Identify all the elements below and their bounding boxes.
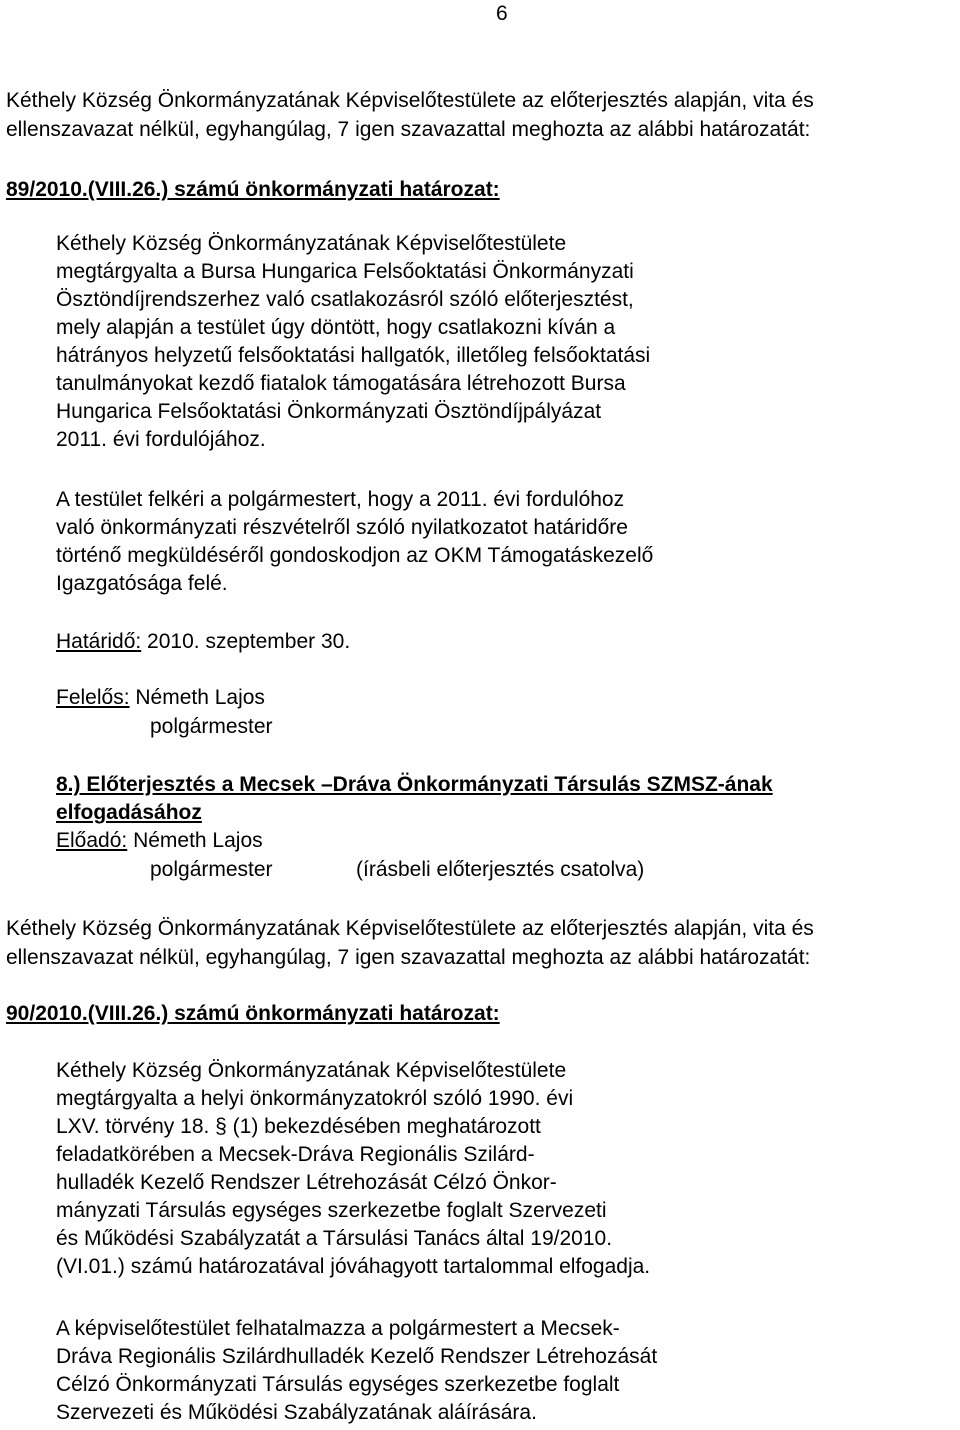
intro-line: Kéthely Község Önkormányzatának Képviselőtestülete az előterjesztés alapján, vita és xyxy=(6,917,814,940)
body-line: Hungarica Felsőoktatási Önkormányzati Ösztöndíjpályázat xyxy=(56,400,602,423)
page-number: 6 xyxy=(496,2,508,25)
deadline-value: 2010. szeptember 30. xyxy=(141,630,351,653)
intro-line: ellenszavazat nélkül, egyhangúlag, 7 igen szavazattal meghozta az alábbi határozatát: xyxy=(6,946,811,969)
request-line: A testület felkéri a polgármestert, hogy a 2011. évi fordulóhoz xyxy=(56,488,625,511)
responsible-row xyxy=(56,684,265,712)
responsible-label: Felelős: xyxy=(56,686,130,709)
request-line: Igazgatósága felé. xyxy=(56,572,228,595)
responsible-name: Németh Lajos xyxy=(129,686,265,709)
presenter-name: Németh Lajos xyxy=(127,829,263,852)
resolution-89-body xyxy=(56,230,650,454)
decision-1-intro xyxy=(6,86,954,144)
authorization-line: Dráva Regionális Szilárdhulladék Kezelő Rendszer Létrehozását xyxy=(56,1345,658,1368)
resolution-89-title: 89/2010.(VIII.26.) számú önkormányzati határozat: xyxy=(6,178,500,201)
presenter-label: Előadó: xyxy=(56,829,128,852)
deadline-row xyxy=(56,628,350,656)
intro-line: Kéthely Község Önkormányzatának Képviselőtestülete az előterjesztés alapján, vita és xyxy=(6,89,814,112)
authorization-line: A képviselőtestület felhatalmazza a polgármestert a Mecsek- xyxy=(56,1317,620,1340)
resolution-90-body xyxy=(56,1057,650,1281)
body-line: hátrányos helyzetű felsőoktatási hallgatók, illetőleg felsőoktatási xyxy=(56,344,651,367)
responsible-role: polgármester xyxy=(150,715,273,738)
deadline-label: Határidő: xyxy=(56,630,142,653)
agenda-title-line: elfogadásához xyxy=(56,801,202,824)
authorization-line: Szervezeti és Működési Szabályzatának aláírására. xyxy=(56,1401,537,1424)
authorization-line: Célzó Önkormányzati Társulás egységes szerkezetbe foglalt xyxy=(56,1373,620,1396)
decision-2-intro xyxy=(6,914,954,972)
body-line: megtárgyalta a helyi önkormányzatokról szóló 1990. évi xyxy=(56,1087,574,1110)
request-line: való önkormányzati részvételről szóló nyilatkozatot határidőre xyxy=(56,516,628,539)
body-line: Kéthely Község Önkormányzatának Képviselőtestülete xyxy=(56,232,567,255)
body-line: mányzati Társulás egységes szerkezetbe foglalt Szervezeti xyxy=(56,1199,607,1222)
resolution-90-title: 90/2010.(VIII.26.) számú önkormányzati határozat: xyxy=(6,1002,500,1025)
body-line: (VI.01.) számú határozatával jóváhagyott tartalommal elfogadja. xyxy=(56,1255,651,1278)
agenda-title-line: 8.) Előterjesztés a Mecsek –Dráva Önkormányzati Társulás SZMSZ-ának xyxy=(56,773,773,796)
body-line: és Működési Szabályzatát a Társulási Tanács által 19/2010. xyxy=(56,1227,613,1250)
body-line: Ösztöndíjrendszerhez való csatlakozásról szóló előterjesztést, xyxy=(56,288,634,311)
body-line: LXV. törvény 18. § (1) bekezdésében meghatározott xyxy=(56,1115,541,1138)
presenter-row xyxy=(56,827,263,855)
resolution-89-request xyxy=(56,486,653,598)
body-line: 2011. évi fordulójához. xyxy=(56,428,266,451)
intro-line: ellenszavazat nélkül, egyhangúlag, 7 igen szavazattal meghozta az alábbi határozatát: xyxy=(6,118,811,141)
presenter-note: (írásbeli előterjesztés csatolva) xyxy=(356,858,645,881)
resolution-90-authorization xyxy=(56,1315,657,1427)
body-line: megtárgyalta a Bursa Hungarica Felsőoktatási Önkormányzati xyxy=(56,260,634,283)
body-line: feladatkörében a Mecsek-Dráva Regionális Szilárd- xyxy=(56,1143,535,1166)
body-line: hulladék Kezelő Rendszer Létrehozását Célzó Önkor- xyxy=(56,1171,557,1194)
agenda-item-8-title xyxy=(56,771,773,827)
body-line: tanulmányokat kezdő fiatalok támogatására létrehozott Bursa xyxy=(56,372,626,395)
body-line: mely alapján a testület úgy döntött, hogy csatlakozni kíván a xyxy=(56,316,616,339)
body-line: Kéthely Község Önkormányzatának Képviselőtestülete xyxy=(56,1059,567,1082)
request-line: történő megküldéséről gondoskodjon az OKM Támogatáskezelő xyxy=(56,544,654,567)
presenter-role: polgármester xyxy=(150,858,273,881)
